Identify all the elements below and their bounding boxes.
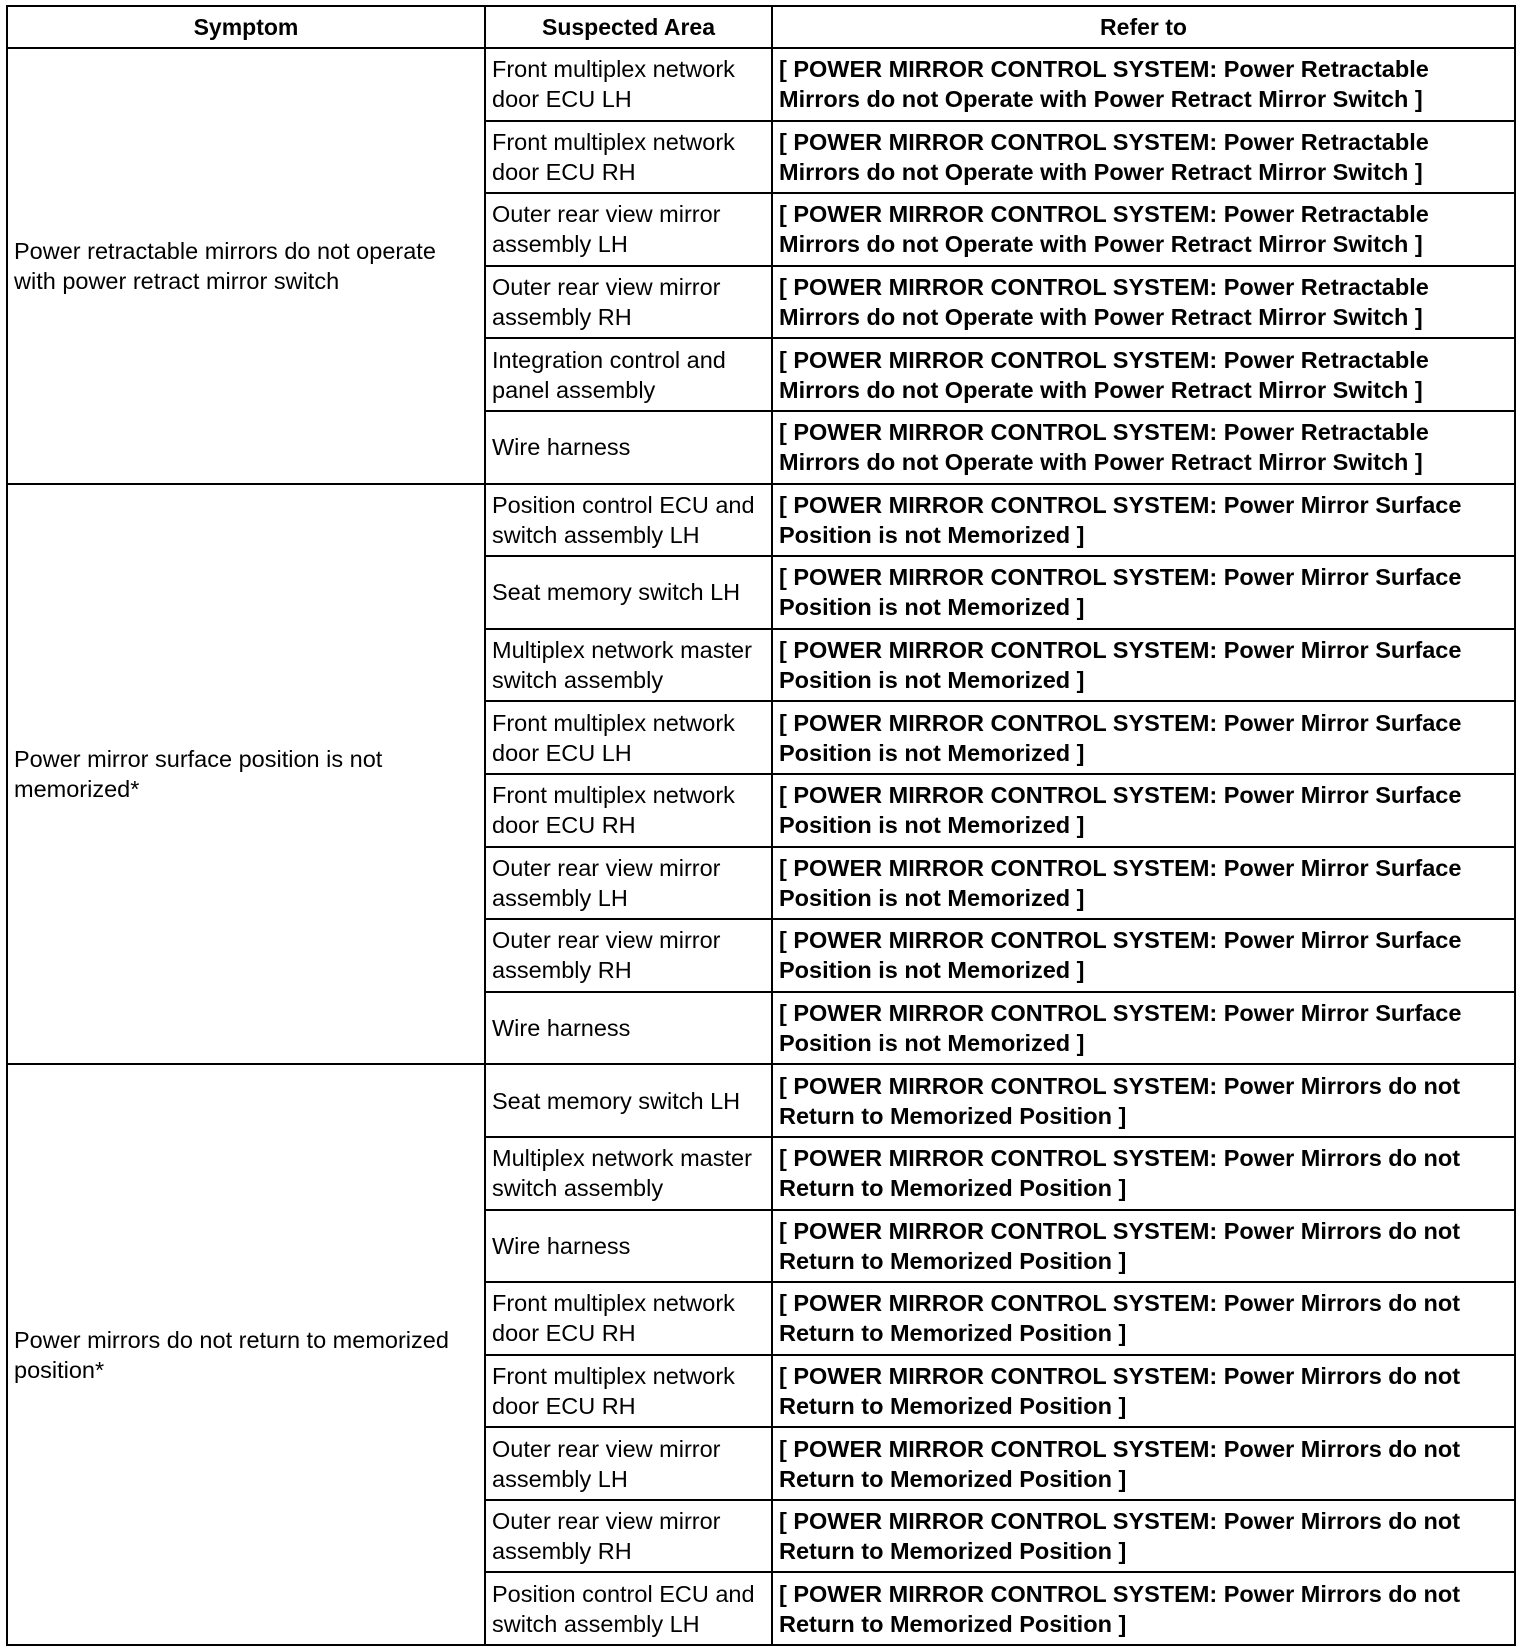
refer-to-link[interactable]	[772, 266, 1515, 339]
header-refer-to: Refer to	[772, 6, 1515, 48]
suspected-area-cell: Multiplex network master switch assembly	[485, 629, 772, 702]
troubleshooting-table	[6, 5, 1516, 1646]
refer-to-link[interactable]	[772, 919, 1515, 992]
refer-line-1: [ POWER MIRROR CONTROL SYSTEM: Power Mirrors do not	[779, 1362, 1461, 1389]
refer-line-1: [ POWER MIRROR CONTROL SYSTEM: Power Mirror Surface	[779, 564, 1462, 591]
refer-line-1: [ POWER MIRROR CONTROL SYSTEM: Power Retractable	[779, 201, 1429, 228]
refer-line-2: Return to Memorized Position ]	[779, 1392, 1127, 1419]
refer-to-link[interactable]	[772, 1282, 1515, 1355]
refer-line-2: Return to Memorized Position ]	[779, 1247, 1127, 1274]
header-row	[7, 6, 1515, 48]
table-row	[7, 48, 1515, 121]
refer-to-link[interactable]	[772, 701, 1515, 774]
table-row	[7, 1064, 1515, 1137]
refer-line-2: Mirrors do not Operate with Power Retract Mirror Switch ]	[779, 376, 1423, 403]
refer-to-link[interactable]	[772, 992, 1515, 1065]
refer-to-link[interactable]	[772, 411, 1515, 484]
suspected-area-cell: Integration control and panel assembly	[485, 338, 772, 411]
refer-line-1: [ POWER MIRROR CONTROL SYSTEM: Power Retractable	[779, 346, 1429, 373]
refer-line-1: [ POWER MIRROR CONTROL SYSTEM: Power Mirrors do not	[779, 1435, 1461, 1462]
refer-line-2: Return to Memorized Position ]	[779, 1175, 1127, 1202]
refer-to-link[interactable]	[772, 1427, 1515, 1500]
refer-to-link[interactable]	[772, 193, 1515, 266]
refer-to-link[interactable]	[772, 847, 1515, 920]
refer-to-link[interactable]	[772, 121, 1515, 194]
refer-line-2: Mirrors do not Operate with Power Retract Mirror Switch ]	[779, 304, 1423, 331]
suspected-area-cell: Seat memory switch LH	[485, 556, 772, 629]
refer-line-2: Mirrors do not Operate with Power Retract Mirror Switch ]	[779, 158, 1423, 185]
suspected-area-cell: Multiplex network master switch assembly	[485, 1137, 772, 1210]
refer-line-2: Mirrors do not Operate with Power Retract Mirror Switch ]	[779, 86, 1423, 113]
refer-line-2: Position is not Memorized ]	[779, 1030, 1085, 1057]
suspected-area-cell: Outer rear view mirror assembly RH	[485, 1500, 772, 1573]
refer-line-1: [ POWER MIRROR CONTROL SYSTEM: Power Mirrors do not	[779, 1217, 1461, 1244]
refer-line-2: Position is not Memorized ]	[779, 594, 1085, 621]
table-body	[7, 48, 1515, 1645]
suspected-area-cell: Outer rear view mirror assembly RH	[485, 266, 772, 339]
suspected-area-cell: Wire harness	[485, 411, 772, 484]
refer-line-2: Return to Memorized Position ]	[779, 1538, 1127, 1565]
refer-line-1: [ POWER MIRROR CONTROL SYSTEM: Power Retractable	[779, 274, 1429, 301]
refer-line-2: Position is not Memorized ]	[779, 884, 1085, 911]
refer-line-2: Position is not Memorized ]	[779, 957, 1085, 984]
refer-line-2: Position is not Memorized ]	[779, 521, 1085, 548]
refer-to-link[interactable]	[772, 556, 1515, 629]
suspected-area-cell: Outer rear view mirror assembly LH	[485, 847, 772, 920]
refer-to-link[interactable]	[772, 1572, 1515, 1645]
refer-line-1: [ POWER MIRROR CONTROL SYSTEM: Power Retractable	[779, 419, 1429, 446]
refer-to-link[interactable]	[772, 338, 1515, 411]
refer-line-1: [ POWER MIRROR CONTROL SYSTEM: Power Retractable	[779, 128, 1429, 155]
refer-to-link[interactable]	[772, 774, 1515, 847]
refer-line-2: Position is not Memorized ]	[779, 667, 1085, 694]
refer-line-1: [ POWER MIRROR CONTROL SYSTEM: Power Mirror Surface	[779, 637, 1462, 664]
refer-line-1: [ POWER MIRROR CONTROL SYSTEM: Power Mirror Surface	[779, 491, 1462, 518]
refer-line-1: [ POWER MIRROR CONTROL SYSTEM: Power Mirror Surface	[779, 854, 1462, 881]
refer-line-2: Return to Memorized Position ]	[779, 1102, 1127, 1129]
suspected-area-cell: Position control ECU and switch assembly LH	[485, 1572, 772, 1645]
suspected-area-cell: Front multiplex network door ECU LH	[485, 48, 772, 121]
refer-line-2: Position is not Memorized ]	[779, 812, 1085, 839]
table-row	[7, 484, 1515, 557]
refer-line-2: Return to Memorized Position ]	[779, 1465, 1127, 1492]
suspected-area-cell: Outer rear view mirror assembly LH	[485, 1427, 772, 1500]
suspected-area-cell: Front multiplex network door ECU RH	[485, 774, 772, 847]
refer-to-link[interactable]	[772, 1064, 1515, 1137]
suspected-area-cell: Position control ECU and switch assembly LH	[485, 484, 772, 557]
refer-line-1: [ POWER MIRROR CONTROL SYSTEM: Power Mirrors do not	[779, 1508, 1461, 1535]
refer-to-link[interactable]	[772, 1137, 1515, 1210]
table-header	[7, 6, 1515, 48]
refer-line-1: [ POWER MIRROR CONTROL SYSTEM: Power Mirror Surface	[779, 1000, 1462, 1027]
refer-to-link[interactable]	[772, 629, 1515, 702]
refer-line-1: [ POWER MIRROR CONTROL SYSTEM: Power Mirrors do not	[779, 1072, 1461, 1099]
suspected-area-cell: Wire harness	[485, 992, 772, 1065]
refer-line-1: [ POWER MIRROR CONTROL SYSTEM: Power Mirrors do not	[779, 1145, 1461, 1172]
refer-line-1: [ POWER MIRROR CONTROL SYSTEM: Power Mirror Surface	[779, 927, 1462, 954]
refer-to-link[interactable]	[772, 48, 1515, 121]
refer-line-2: Mirrors do not Operate with Power Retract Mirror Switch ]	[779, 449, 1423, 476]
refer-to-link[interactable]	[772, 1210, 1515, 1283]
suspected-area-cell: Seat memory switch LH	[485, 1064, 772, 1137]
refer-line-2: Return to Memorized Position ]	[779, 1610, 1127, 1637]
symptom-cell: Power retractable mirrors do not operate with power retract mirror switch	[7, 48, 485, 484]
refer-to-link[interactable]	[772, 1500, 1515, 1573]
suspected-area-cell: Front multiplex network door ECU RH	[485, 121, 772, 194]
refer-line-2: Mirrors do not Operate with Power Retract Mirror Switch ]	[779, 231, 1423, 258]
header-symptom: Symptom	[7, 6, 485, 48]
suspected-area-cell: Outer rear view mirror assembly LH	[485, 193, 772, 266]
symptom-cell: Power mirrors do not return to memorized position*	[7, 1064, 485, 1645]
suspected-area-cell: Front multiplex network door ECU LH	[485, 701, 772, 774]
refer-line-1: [ POWER MIRROR CONTROL SYSTEM: Power Mirror Surface	[779, 782, 1462, 809]
refer-to-link[interactable]	[772, 1355, 1515, 1428]
refer-line-1: [ POWER MIRROR CONTROL SYSTEM: Power Mirrors do not	[779, 1580, 1461, 1607]
suspected-area-cell: Wire harness	[485, 1210, 772, 1283]
header-suspected-area: Suspected Area	[485, 6, 772, 48]
symptom-cell: Power mirror surface position is not memorized*	[7, 484, 485, 1065]
refer-line-2: Return to Memorized Position ]	[779, 1320, 1127, 1347]
refer-line-1: [ POWER MIRROR CONTROL SYSTEM: Power Retractable	[779, 56, 1429, 83]
suspected-area-cell: Front multiplex network door ECU RH	[485, 1355, 772, 1428]
suspected-area-cell: Front multiplex network door ECU RH	[485, 1282, 772, 1355]
refer-line-1: [ POWER MIRROR CONTROL SYSTEM: Power Mirror Surface	[779, 709, 1462, 736]
refer-line-1: [ POWER MIRROR CONTROL SYSTEM: Power Mirrors do not	[779, 1290, 1461, 1317]
suspected-area-cell: Outer rear view mirror assembly RH	[485, 919, 772, 992]
refer-line-2: Position is not Memorized ]	[779, 739, 1085, 766]
refer-to-link[interactable]	[772, 484, 1515, 557]
